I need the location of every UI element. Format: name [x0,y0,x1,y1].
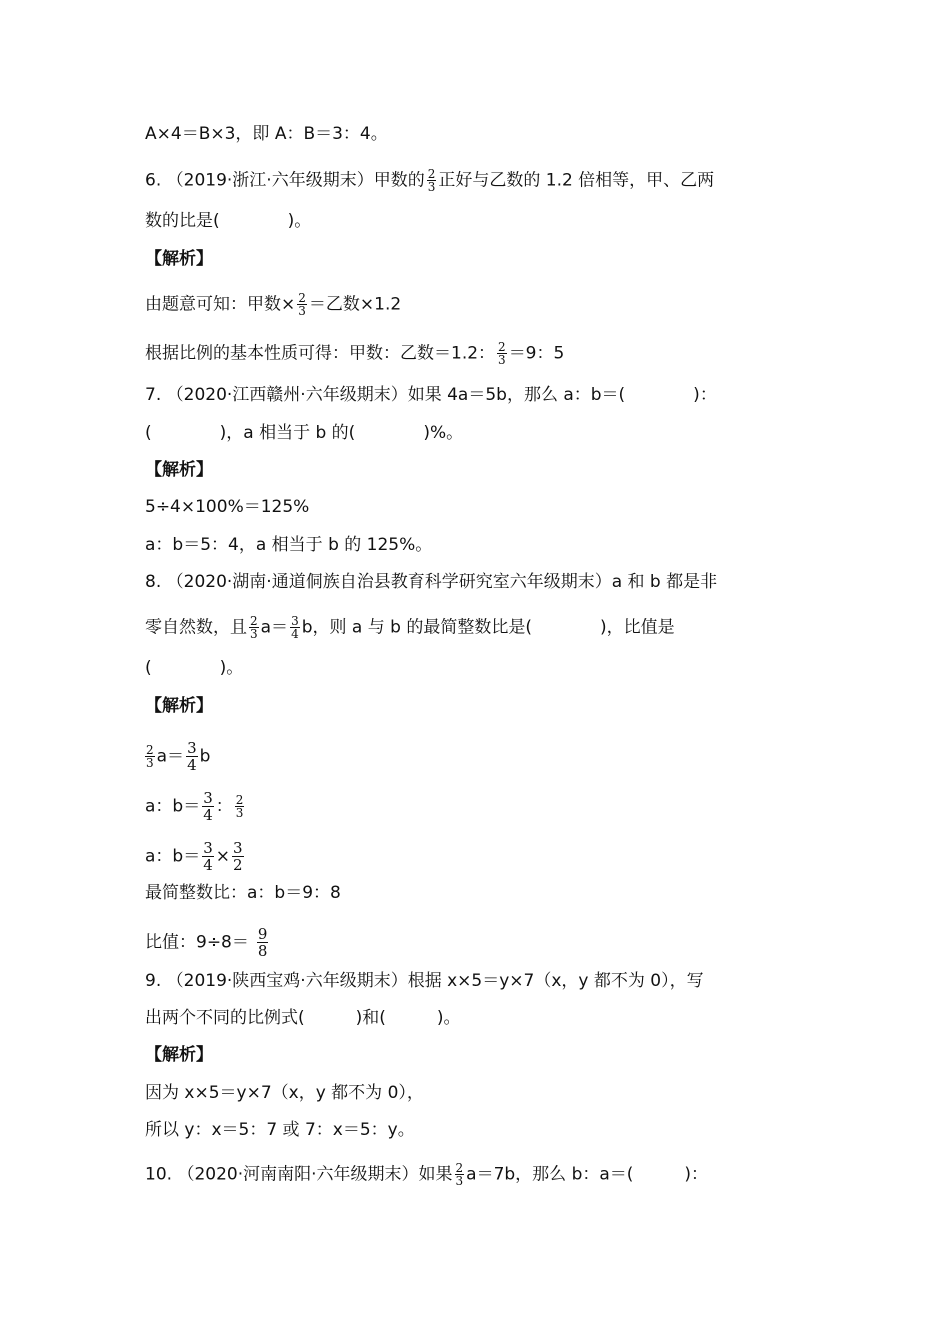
fraction [186,740,198,773]
line-text: b，则 a 与 b 的最简整数比是( )，比值是 [301,617,675,638]
denominator: 3 [235,806,244,820]
fraction [497,341,507,366]
question-8-line-1 [145,572,717,592]
solution-8-line-2 [145,790,246,823]
line-text: a＝ [260,617,289,638]
denominator: 3 [250,627,258,641]
line-text: a：b＝ [145,846,201,867]
fraction [235,794,245,819]
line-text: 出两个不同的比例式( )和( )。 [145,1008,461,1028]
numerator: 3 [203,789,213,807]
question-8-line-3 [145,658,243,678]
line-text: ＝9：5 [508,343,565,364]
heading-text: 【解析】 [145,1045,213,1065]
line-text: 6. （2019·浙江·六年级期末）甲数的 [145,170,425,191]
line-text: 根据比例的基本性质可得：甲数：乙数＝1.2： [145,343,496,364]
analysis-heading [145,696,213,716]
question-9-line-2 [145,1008,461,1028]
numerator: 3 [203,839,213,857]
solution-8-line-4 [145,883,341,903]
line-text: ( )。 [145,658,244,678]
denominator: 4 [187,756,197,774]
heading-text: 【解析】 [145,460,213,480]
solution-9-line-2 [145,1120,415,1140]
line-text: 零自然数，且 [145,617,247,638]
line-text: A×4＝B×3，即 A：B＝3：4。 [145,124,388,144]
question-6-line-2 [145,211,311,231]
numerator: 2 [146,743,154,757]
line-text: 9. （2019·陕西宝鸡·六年级期末）根据 x×5＝y×7（x，y 都不为 0），写 [145,971,704,991]
numerator: 3 [187,739,197,757]
denominator: 3 [298,304,306,318]
fraction [290,615,300,640]
numerator: 2 [235,793,244,807]
line-text: 比值：9÷8＝ [145,932,249,953]
numerator: 9 [257,925,268,943]
line-text: a：b＝ [145,796,201,817]
line-text: 正好与乙数的 1.2 倍相等，甲、乙两 [438,170,715,191]
line-text: ＝乙数×1.2 [308,294,402,315]
question-8-line-2 [145,615,675,640]
line-text: 由题意可知：甲数× [145,294,296,315]
denominator: 4 [203,806,213,824]
heading-text: 【解析】 [145,696,213,716]
line-text: ： [215,796,233,817]
line-text: a：b＝5：4，a 相当于 b 的 125%。 [145,535,433,555]
analysis-heading [145,460,213,480]
denominator: 8 [257,942,268,960]
solution-8-line-1 [145,740,210,773]
solution-7-line-2 [145,535,432,555]
question-7-line-1 [145,385,717,405]
line-text: 5÷4×100%＝125% [145,497,310,517]
fraction [455,1162,465,1187]
fraction [232,840,244,873]
denominator: 3 [455,1174,464,1188]
numerator: 2 [427,167,436,181]
solution-9-line-1 [145,1083,424,1103]
numerator: 3 [233,839,243,857]
line-text: 因为 x×5＝y×7（x，y 都不为 0）， [145,1083,424,1103]
denominator: 2 [233,856,243,874]
line-text: 8. （2020·湖南·通道侗族自治县教育科学研究室六年级期末）a 和 b 都是非 [145,572,718,592]
solution-6-line-2 [145,341,564,366]
solution-8-line-3 [145,840,246,873]
numerator: 2 [498,340,506,354]
line-text: b [199,746,211,767]
numerator: 3 [291,614,299,628]
question-6-line-1 [145,168,714,193]
analysis-heading [145,1045,213,1065]
fraction [202,840,214,873]
fraction [257,926,269,959]
line-text: 最简整数比：a：b＝9：8 [145,883,341,903]
line-text: 7. （2020·江西赣州·六年级期末）如果 4a＝5b，那么 a：b＝( )： [145,385,717,405]
line-text: 10. （2020·河南南阳·六年级期末）如果 [145,1164,453,1185]
question-9-line-1 [145,971,704,991]
line-text: 所以 y：x＝5：7 或 7：x＝5：y。 [145,1120,415,1140]
line-text: a＝7b，那么 b：a＝( )： [466,1164,709,1185]
fraction [427,168,437,193]
denominator: 3 [427,180,436,194]
solution-6-line-1 [145,292,401,317]
question-10-line-1 [145,1162,708,1187]
denominator: 3 [146,756,154,770]
line-text: ( )，a 相当于 b 的( )%。 [145,423,464,443]
heading-text: 【解析】 [145,249,213,269]
line-text: 数的比是( )。 [145,211,312,231]
line-text: × [215,846,231,867]
analysis-heading [145,249,213,269]
numerator: 2 [298,291,306,305]
text-line [145,124,388,144]
solution-8-line-5 [145,926,270,959]
numerator: 2 [455,1161,464,1175]
denominator: 4 [203,856,213,874]
numerator: 2 [250,614,258,628]
line-text: a＝ [156,746,185,767]
solution-7-line-1 [145,497,309,517]
question-7-line-2 [145,423,463,443]
fraction [297,292,307,317]
fraction [249,615,259,640]
denominator: 4 [291,627,299,641]
fraction [145,744,155,769]
fraction [202,790,214,823]
denominator: 3 [498,353,506,367]
